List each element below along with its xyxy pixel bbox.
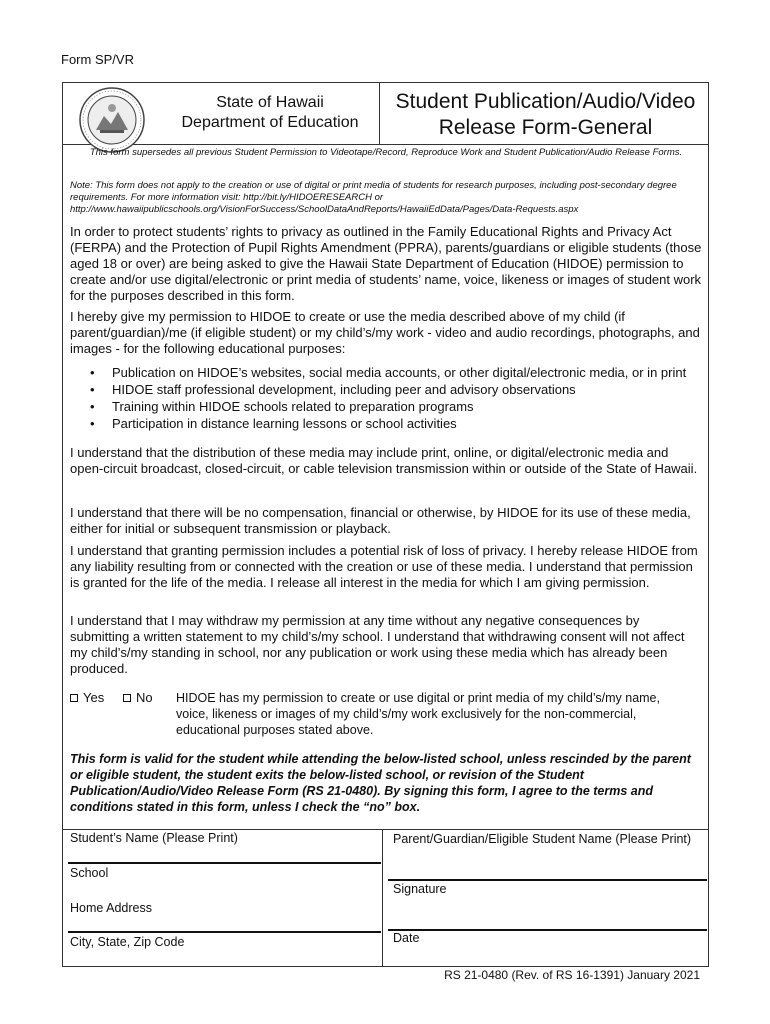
no-label: No <box>136 690 153 705</box>
yes-label: Yes <box>83 690 105 705</box>
research-note: Note: This form does not apply to the creation or use of digital or print media of students for research purposes, including post-secondary degree requirements. For more information visit: http://bit.ly/HIDOERESEARCH or http://www.hawaiipublicschools.org/VisionForSuccess/SchoolDataAndReports/HawaiiEdData/Pages/Data-Requests.aspx <box>70 180 677 215</box>
date-label: Date <box>393 931 420 945</box>
validity-statement: This form is valid for the student while attending the below-listed school, unless rescinded by the parent or eligible student, the student exits the below-listed school, or revision of the Student Publication/Audio/Video Release Form (RS 21-0480). By signing this form, I agree to the terms and conditions stated in this form, unless I check the “no” box. <box>70 752 691 814</box>
form-code: Form SP/VR <box>61 52 134 67</box>
header-bottom-rule <box>62 144 709 145</box>
revision-note: RS 21-0480 (Rev. of RS 16-1391) January 2021 <box>444 968 700 982</box>
signature-section-divider <box>382 829 383 967</box>
yes-checkbox[interactable] <box>70 694 78 702</box>
consent-statement: HIDOE has my permission to create or use digital or print media of my child’s/my name, voice, likeness or images of my child’s/my work exclusively for the non-commercial, educational purposes stated above. <box>176 691 660 737</box>
signature-field[interactable] <box>388 929 707 931</box>
signature-label: Signature <box>393 882 447 896</box>
student-name-label: Student’s Name (Please Print) <box>70 831 238 845</box>
signature-section-rule <box>62 829 709 830</box>
school-label: School <box>70 866 109 880</box>
form-title-line1: Student Publication/Audio/Video <box>395 90 696 113</box>
no-checkbox[interactable] <box>123 694 131 702</box>
state-name: State of Hawaii <box>216 94 324 111</box>
hidoe-seal-logo <box>78 86 146 154</box>
home-address-field[interactable] <box>68 931 381 933</box>
list-item: • HIDOE staff professional development, including peer and advisory observations <box>90 381 700 398</box>
guardian-name-field[interactable] <box>388 879 707 881</box>
purposes-list <box>90 364 700 432</box>
home-address-label: Home Address <box>70 901 152 915</box>
department-name: Department of Education <box>181 114 359 131</box>
withdrawal-paragraph: I understand that I may withdraw my permission at any time without any negative consequences by submitting a written statement to my child’s/my school. I understand that withdrawing consent will not affect my child’s/my standing in school, nor any publication or work using these media which has already been produced. <box>70 613 685 676</box>
agency-name <box>160 93 380 133</box>
yes-option[interactable] <box>70 690 104 705</box>
form-title-line2: Release Form-General <box>438 116 653 139</box>
list-item: • Training within HIDOE schools related to preparation programs <box>90 398 700 415</box>
privacy-paragraph: In order to protect students’ rights to privacy as outlined in the Family Educational Rights and Privacy Act (FERPA) and the Protection of Pupil Rights Amendment (PPRA), parents/guardians or eligible students (those aged 18 or over) are being asked to give the Hawaii State Department of Education (HIDOE) permission to create and/or use digital/electronic or print media of students’ name, voice, likeness or images of student work for the purposes described in this form. <box>70 224 702 303</box>
form-title <box>382 89 709 141</box>
list-item: • Participation in distance learning lessons or school activities <box>90 415 700 432</box>
compensation-paragraph: I understand that there will be no compensation, financial or otherwise, by HIDOE for its use of these media, either for initial or subsequent transmission or playback. <box>70 505 691 536</box>
no-option[interactable] <box>123 690 153 705</box>
liability-paragraph: I understand that granting permission includes a potential risk of loss of privacy. I hereby release HIDOE from any liability resulting from or connected with the creation or use of these media. I understand that permission is granted for the life of the media. I release all interest in the media for which I am giving permission. <box>70 543 698 590</box>
distribution-paragraph: I understand that the distribution of these media may include print, online, or digital/electronic media and open-circuit broadcast, closed-circuit, or cable television transmission within or outside of the State of Hawaii. <box>70 445 698 476</box>
permission-paragraph: I hereby give my permission to HIDOE to create or use the media described above of my child (if parent/guardian)/me (if eligible student) or my child’s/my work - video and audio recordings, photographs, and images - for the following educational purposes: <box>70 309 700 356</box>
supersede-note: This form supersedes all previous Student Permission to Videotape/Record, Reproduce Work and Student Publication/Audio Release Forms. <box>89 147 683 158</box>
list-item: • Publication on HIDOE’s websites, social media accounts, or other digital/electronic media, or in print <box>90 364 700 381</box>
city-state-zip-label: City, State, Zip Code <box>70 935 185 949</box>
student-name-field[interactable] <box>68 862 381 864</box>
guardian-name-label: Parent/Guardian/Eligible Student Name (Please Print) <box>393 832 692 846</box>
